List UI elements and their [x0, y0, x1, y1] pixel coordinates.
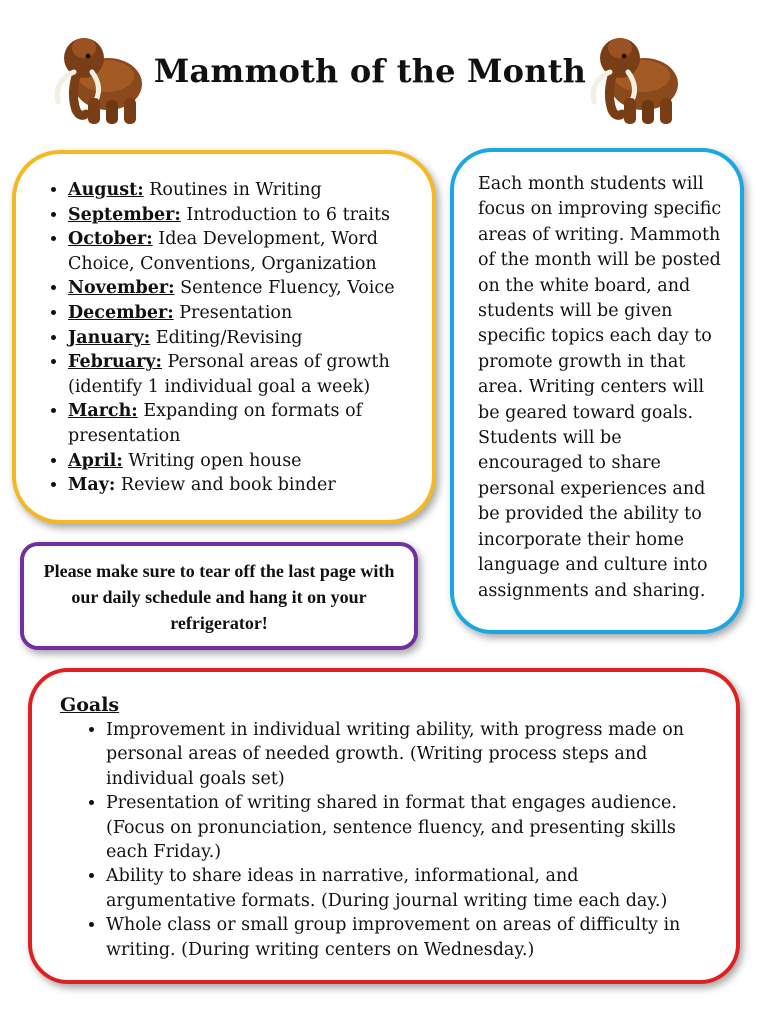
- notice-text: Please make sure to tear off the last page with our daily schedule and hang it on your refrigerator!: [43, 561, 395, 633]
- goal-item: • Improvement in individual writing ability, with progress made on personal areas of needed growth. (Writing process steps and individual goals set): [106, 718, 712, 791]
- month-label: August:: [68, 180, 144, 200]
- month-item-december: [68, 301, 416, 326]
- month-text: Review and book binder: [115, 475, 336, 496]
- month-text: Expanding on formats of presentation: [68, 401, 363, 446]
- month-label: March:: [68, 401, 138, 422]
- month-text: Personal areas of growth (identify 1 individual goal a week): [68, 352, 390, 397]
- month-item-november: [68, 276, 416, 301]
- page-title: Mammoth of the Month: [153, 52, 587, 90]
- goals-list: [60, 718, 712, 962]
- month-label: December:: [68, 302, 174, 323]
- month-item-january: [68, 326, 416, 351]
- month-text: Writing open house: [122, 450, 302, 471]
- month-item-may: [68, 473, 416, 498]
- monthly-focus-list: [38, 178, 416, 498]
- mammoth-icon: [584, 22, 688, 132]
- month-text: Sentence Fluency, Voice: [174, 278, 395, 299]
- month-label: February:: [68, 352, 162, 373]
- month-label: September:: [68, 204, 181, 225]
- month-text: Introduction to 6 traits: [180, 204, 391, 225]
- month-item-august: [68, 178, 416, 203]
- month-text: Presentation: [173, 302, 293, 323]
- month-item-september: [68, 203, 416, 228]
- goal-item: • Ability to share ideas in narrative, informational, and argumentative formats. (During journal writing time each day.): [106, 864, 712, 913]
- month-text: Idea Development, Word Choice, Conventions, Organization: [68, 229, 378, 274]
- monthly-focus-box: [12, 150, 436, 524]
- month-item-april: [68, 449, 416, 474]
- info-paragraph: Each month students will focus on improving specific areas of writing. Mammoth of the month will be posted on the white board, and students will be given specific topics each day to promote growth in that area. Writing centers will be geared toward goals. Students will be encouraged to share personal experiences and be provided the ability to incorporate their home language and culture into assignments and sharing.: [478, 174, 722, 601]
- goals-box: [28, 668, 740, 984]
- month-label: April:: [68, 450, 123, 471]
- goal-item: • Presentation of writing shared in format that engages audience. (Focus on pronunciation, sentence fluency, and presenting skills each Friday.): [106, 791, 712, 864]
- month-label: May:: [68, 475, 116, 496]
- month-label: October:: [68, 229, 153, 250]
- month-text: Routines in Writing: [143, 180, 322, 200]
- month-label: January:: [68, 327, 151, 348]
- goals-heading: Goals: [60, 694, 120, 716]
- month-item-october: [68, 227, 416, 276]
- mammoth-icon: [48, 22, 152, 132]
- month-text: Editing/Revising: [150, 327, 303, 348]
- monthly-info-box: [450, 148, 744, 634]
- month-label: November:: [68, 278, 175, 299]
- schedule-notice-box: [20, 542, 418, 650]
- goal-item: • Whole class or small group improvement on areas of difficulty in writing. (During writing centers on Wednesday.): [106, 913, 712, 962]
- month-item-march: [68, 399, 416, 448]
- month-item-february: [68, 350, 416, 399]
